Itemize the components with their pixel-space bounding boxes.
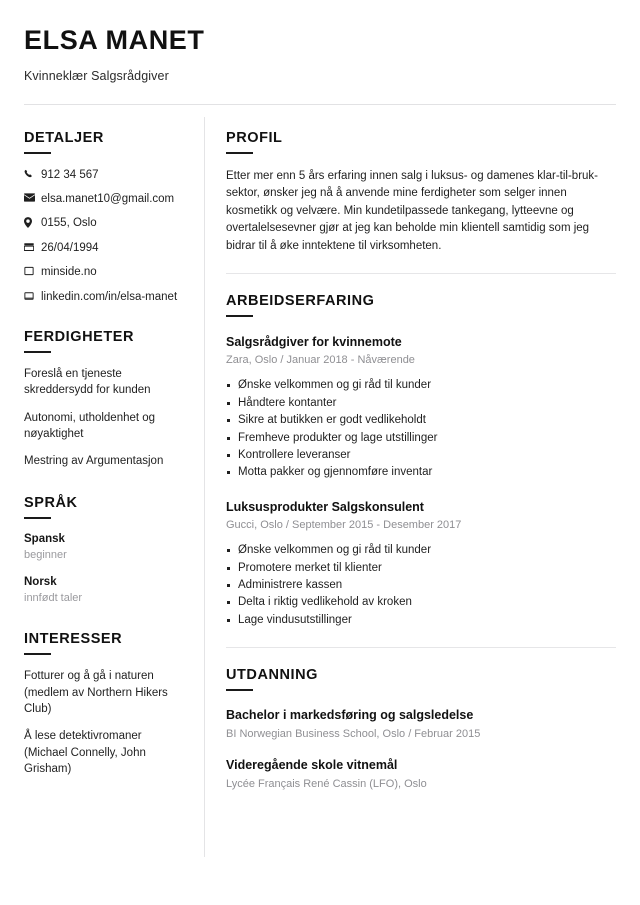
list-item: Administrere kassen (226, 577, 616, 594)
location-pin-icon (24, 217, 41, 228)
title-underline (226, 689, 253, 691)
education-degree: Bachelor i markedsføring og salgsledelse (226, 708, 474, 723)
section-title-experience: ARBEIDSERFARING (226, 293, 375, 310)
education-entry (226, 707, 616, 741)
list-item (24, 575, 184, 606)
sidebar-column (0, 105, 204, 778)
resume-body (0, 105, 640, 857)
title-underline (24, 653, 51, 655)
contact-item-linkedin[interactable] (24, 290, 184, 304)
education-entry (226, 757, 616, 791)
contact-value-birthdate: 26/04/1994 (41, 241, 99, 254)
education-meta: BI Norwegian Business School, Oslo / Februar 2015 (226, 727, 481, 740)
language-name: Spansk (24, 532, 65, 545)
contact-value-website: minside.no (41, 266, 97, 279)
experience-bullets (226, 542, 616, 629)
list-item: Lage vindusutstillinger (226, 612, 616, 629)
list-item: Fotturer og å gå i naturen (medlem av Northern Hikers Club) (24, 670, 168, 715)
section-title-details: DETALJER (24, 129, 104, 146)
list-item: Delta i riktig vedlikehold av kroken (226, 594, 616, 611)
section-title-languages: SPRÅK (24, 494, 78, 511)
profile-text: Etter mer enn 5 års erfaring innen salg i luksus- og damenes klar-til-bruk-sektor, ønsker jeg nå å anvende mine ferdigheter som selger innen kosmetikk og velvære. Min kundetilpassede tankegang, lytteevne og overtalelsesevner gjør at jeg kan beholde min klientell samtidig som jeg bidrar til å øke inntektene til virksomheten. (226, 169, 598, 252)
list-item: Ønske velkommen og gi råd til kunder (226, 542, 616, 559)
contact-value-phone: 912 34 567 (41, 168, 99, 181)
languages-list (24, 532, 184, 607)
section-skills (24, 329, 184, 470)
main-column (205, 105, 640, 792)
section-interests (24, 631, 184, 777)
title-underline (24, 351, 51, 353)
section-details (24, 130, 184, 304)
section-title-skills: FERDIGHETER (24, 328, 134, 345)
experience-meta: Zara, Oslo / Januar 2018 - Nåværende (226, 354, 415, 367)
contact-item-birthdate[interactable] (24, 241, 184, 255)
list-item: Sikre at butikken er godt vedlikeholdt (226, 412, 616, 429)
contact-item-email[interactable] (24, 192, 184, 206)
section-title-profile: PROFIL (226, 129, 283, 146)
website-icon (24, 266, 41, 276)
title-underline (24, 517, 51, 519)
section-divider (226, 647, 616, 648)
section-title-interests: INTERESSER (24, 631, 123, 648)
list-item: Å lese detektivromaner (Michael Connelly, John Grisham) (24, 730, 146, 775)
linkedin-icon (24, 291, 41, 301)
list-item: Motta pakker og gjennomføre inventar (226, 464, 616, 481)
contact-value-linkedin: linkedin.com/in/elsa-manet (41, 290, 178, 303)
section-experience (226, 293, 616, 629)
calendar-icon (24, 242, 41, 252)
list-item: Fremheve produkter og lage utstillinger (226, 430, 616, 447)
language-name: Norsk (24, 575, 57, 588)
contact-item-phone[interactable] (24, 168, 184, 182)
interests-list (24, 668, 184, 777)
experience-meta: Gucci, Oslo / September 2015 - Desember 2017 (226, 519, 462, 532)
language-level: innfødt taler (24, 592, 83, 605)
list-item: Foreslå en tjeneste skreddersydd for kunden (24, 367, 151, 397)
section-divider (226, 273, 616, 274)
contact-list (24, 168, 184, 304)
list-item: Promotere merket til klienter (226, 560, 616, 577)
list-item: Mestring av Argumentasjon (24, 455, 164, 468)
section-education (226, 667, 616, 791)
list-item (24, 532, 184, 563)
email-icon (24, 193, 41, 202)
experience-bullets (226, 377, 616, 482)
job-title: Kvinneklær Salgsrådgiver (24, 68, 169, 83)
phone-icon (24, 169, 41, 179)
contact-value-location: 0155, Oslo (41, 217, 97, 230)
language-level: beginner (24, 549, 67, 562)
list-item: Autonomi, utholdenhet og nøyaktighet (24, 411, 156, 440)
skills-list (24, 366, 184, 470)
section-languages (24, 495, 184, 607)
contact-item-website[interactable] (24, 265, 184, 279)
list-item: Kontrollere leveranser (226, 447, 616, 464)
list-item: Håndtere kontanter (226, 395, 616, 412)
experience-role: Luksusprodukter Salgskonsulent (226, 499, 424, 514)
title-underline (226, 152, 253, 154)
section-profile (226, 130, 616, 255)
contact-item-location[interactable] (24, 216, 184, 230)
education-degree: Videregående skole vitnemål (226, 758, 398, 773)
section-title-education: UTDANNING (226, 667, 318, 684)
list-item: Ønske velkommen og gi råd til kunder (226, 377, 616, 394)
education-meta: Lycée Français René Cassin (LFO), Oslo (226, 777, 427, 790)
experience-entry (226, 499, 616, 629)
experience-entry (226, 334, 616, 482)
title-underline (24, 152, 51, 154)
contact-value-email: elsa.manet10@gmail.com (41, 193, 175, 206)
experience-role: Salgsrådgiver for kvinnemote (226, 335, 402, 350)
page-title: ELSA MANET (24, 25, 205, 55)
resume-header (0, 0, 640, 83)
title-underline (226, 315, 253, 317)
